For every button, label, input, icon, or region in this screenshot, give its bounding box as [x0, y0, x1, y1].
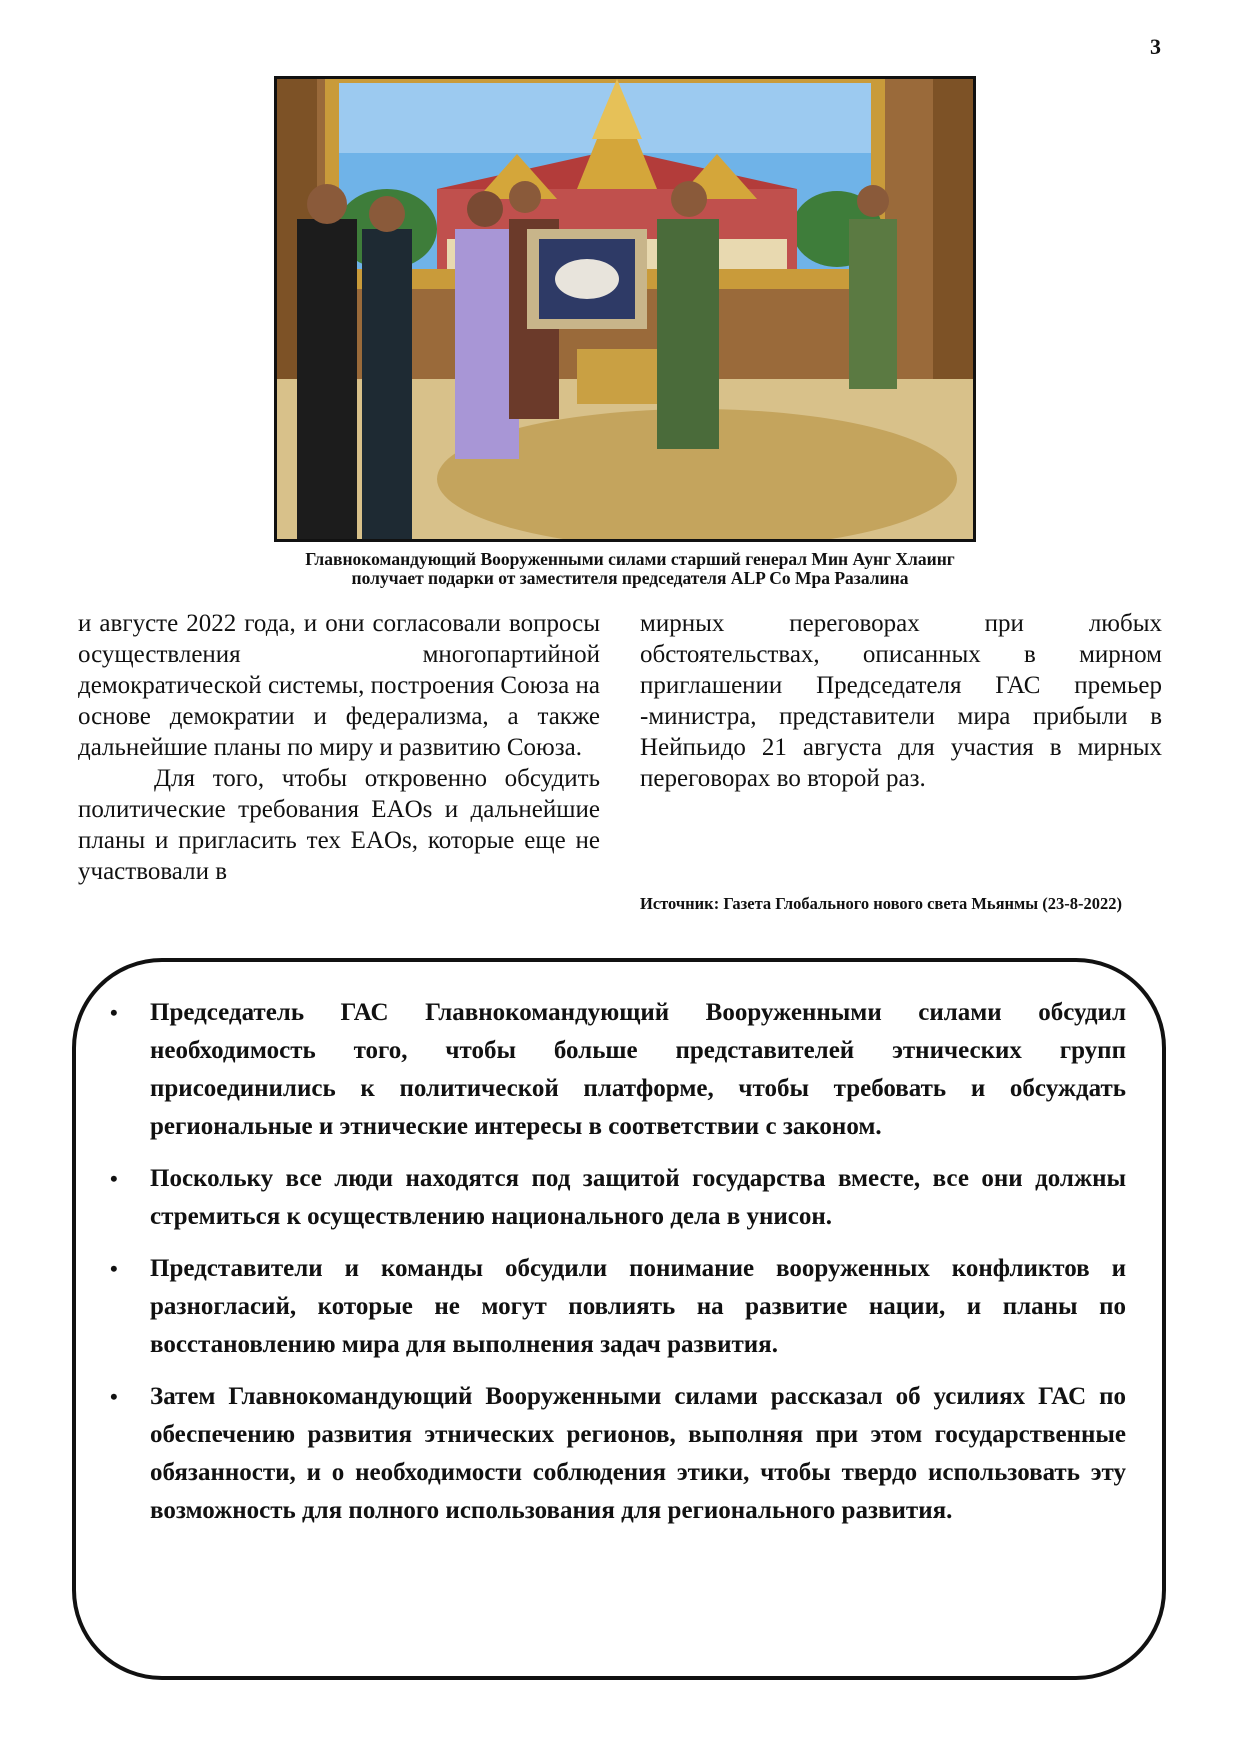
ceremony-photo — [274, 76, 976, 542]
bullet-text: Председатель ГАС Главнокомандующий Вооруженными силами обсудил необходимость того, чтобы больше представителей этнических групп присоединились к политической платформе, чтобы требовать и обсуждать региональные и этнические интересы в соответствии с законом. — [150, 999, 1126, 1140]
bullet-icon: • — [110, 1166, 118, 1191]
caption-line-1: Главнокомандующий Вооруженными силами старший генерал Мин Аунг Хлаинг — [305, 549, 955, 569]
bullet-text: Представители и команды обсудили понимание вооруженных конфликтов и разногласий, которые не могут повлиять на развитие нации, и планы по восстановлению мира для выполнения задач развития. — [150, 1255, 1126, 1358]
left-paragraph-1: и августе 2022 года, и они согласовали вопросы осуществления многопартийной демократической системы, построения Союза на основе демократии и федерализма, а также дальнейшие планы по миру и развитию Союза. — [78, 610, 600, 761]
source-citation: Источник: Газета Глобального нового света Мьянмы (23-8-2022) — [640, 894, 1123, 913]
bullet-text: Поскольку все люди находятся под защитой государства вместе, все они должны стремиться к осуществлению национального дела в унисон. — [150, 1165, 1126, 1230]
left-paragraph-2: Для того, чтобы откровенно обсудить политические требования EAOs и дальнейшие планы и пригласить тех EAOs, которые еще не участвовали в — [78, 765, 600, 885]
bullet-icon: • — [110, 1256, 118, 1281]
summary-box — [72, 958, 1166, 1680]
summary-bullet — [76, 994, 1162, 1146]
bullet-icon: • — [110, 1000, 118, 1025]
right-column — [640, 608, 1162, 794]
summary-bullet — [76, 1160, 1162, 1236]
summary-bullet — [76, 1250, 1162, 1364]
left-column — [78, 608, 600, 887]
photo-caption — [180, 550, 1080, 588]
right-paragraph-1: мирных переговорах при любых обстоятельствах, описанных в мирном приглашении Председателя ГАС премьер -министра, представители мира прибыли в Нейпьидо 21 августа для участия в мирных переговорах во второй раз. — [640, 610, 1162, 792]
bullet-icon: • — [110, 1384, 118, 1409]
caption-line-2: получает подарки от заместителя председателя ALP Со Мра Разалина — [351, 568, 909, 588]
photo-illustration — [277, 79, 973, 539]
summary-list — [76, 994, 1162, 1544]
summary-bullet — [76, 1378, 1162, 1530]
bullet-text: Затем Главнокомандующий Вооруженными силами рассказал об усилиях ГАС по обеспечению развития этнических регионов, выполняя при этом государственные обязанности, и о необходимости соблюдения этики, чтобы твердо использовать эту возможность для полного использования для регионального развития. — [150, 1383, 1126, 1524]
page-number: 3 — [1150, 34, 1161, 59]
